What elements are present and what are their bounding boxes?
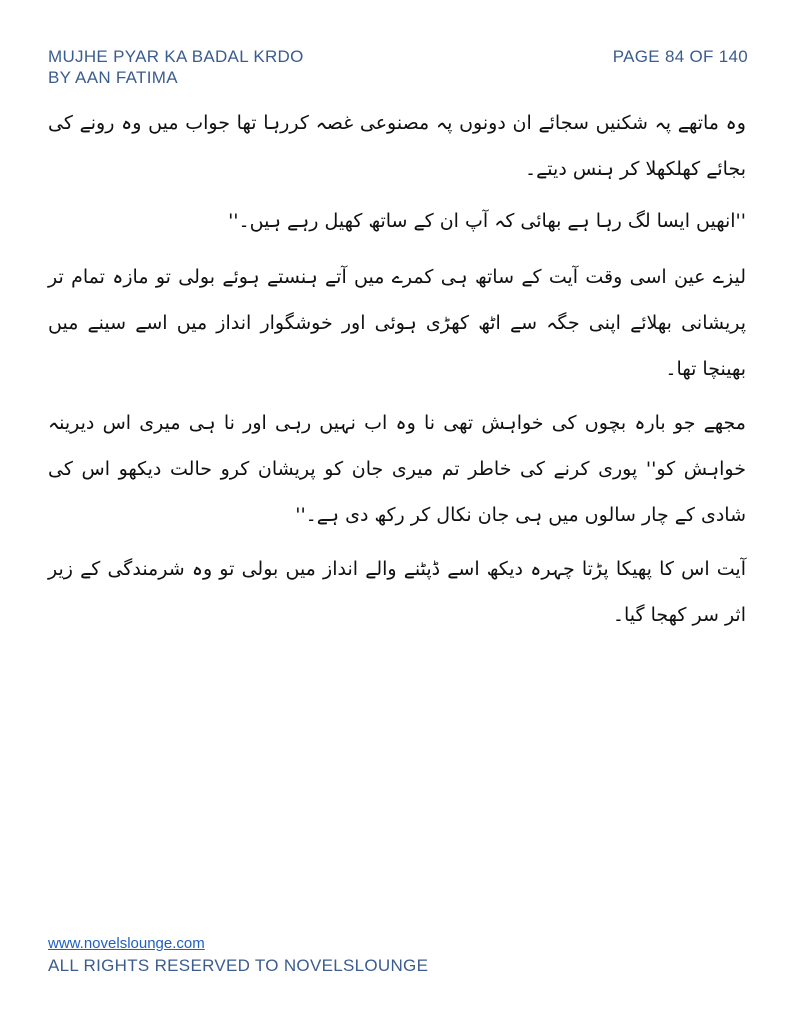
website-link[interactable]: www.novelslounge.com <box>48 935 205 952</box>
page-number: PAGE 84 OF 140 <box>612 47 748 66</box>
paragraph: وہ ماتھے پہ شکنیں سجائے ان دونوں پہ مصنوعی غصہ کررہا تھا جواب میں وہ رونے کی بجائے کھلکھلا کر ہنس دیتے۔ <box>48 112 746 180</box>
story-text <box>48 100 746 638</box>
paragraph: لیزے عین اسی وقت آیت کے ساتھ ہی کمرے میں آتے ہنستے ہوئے بولی تو مازہ تمام تر پریشانی بھلائے اپنی جگہ سے اٹھ کھڑی ہوئی اور خوشگوار انداز میں اسے سینے میں بھینچا تھا۔ <box>48 266 746 380</box>
rights-notice: ALL RIGHTS RESERVED TO NOVELSLOUNGE <box>48 956 429 975</box>
author-line: BY AAN FATIMA <box>48 68 178 87</box>
novel-title: MUJHE PYAR KA BADAL KRDO <box>48 47 304 66</box>
paragraph: ''انھیں ایسا لگ رہا ہے بھائی کہ آپ ان کے ساتھ کھیل رہے ہیں۔'' <box>228 210 746 232</box>
paragraph: آیت اس کا پھیکا پڑتا چہرہ دیکھ اسے ڈپٹنے والے انداز میں بولی تو وہ شرمندگی کے زیر اثر سر کھجا گیا۔ <box>48 558 746 626</box>
header-row <box>48 46 748 67</box>
paragraph: مجھے جو بارہ بچوں کی خواہش تھی نا وہ اب نہیں رہی اور نا ہی میری اس دیرینہ خواہش کو'' پوری کرنے کی خاطر تم میری جان کو پریشان کرو حالت دیکھو اس کی شادی کے چار سالوں میں ہی جان نکال کر رکھ دی ہے۔'' <box>48 412 746 526</box>
page-footer <box>48 934 428 977</box>
page-header <box>48 46 748 88</box>
